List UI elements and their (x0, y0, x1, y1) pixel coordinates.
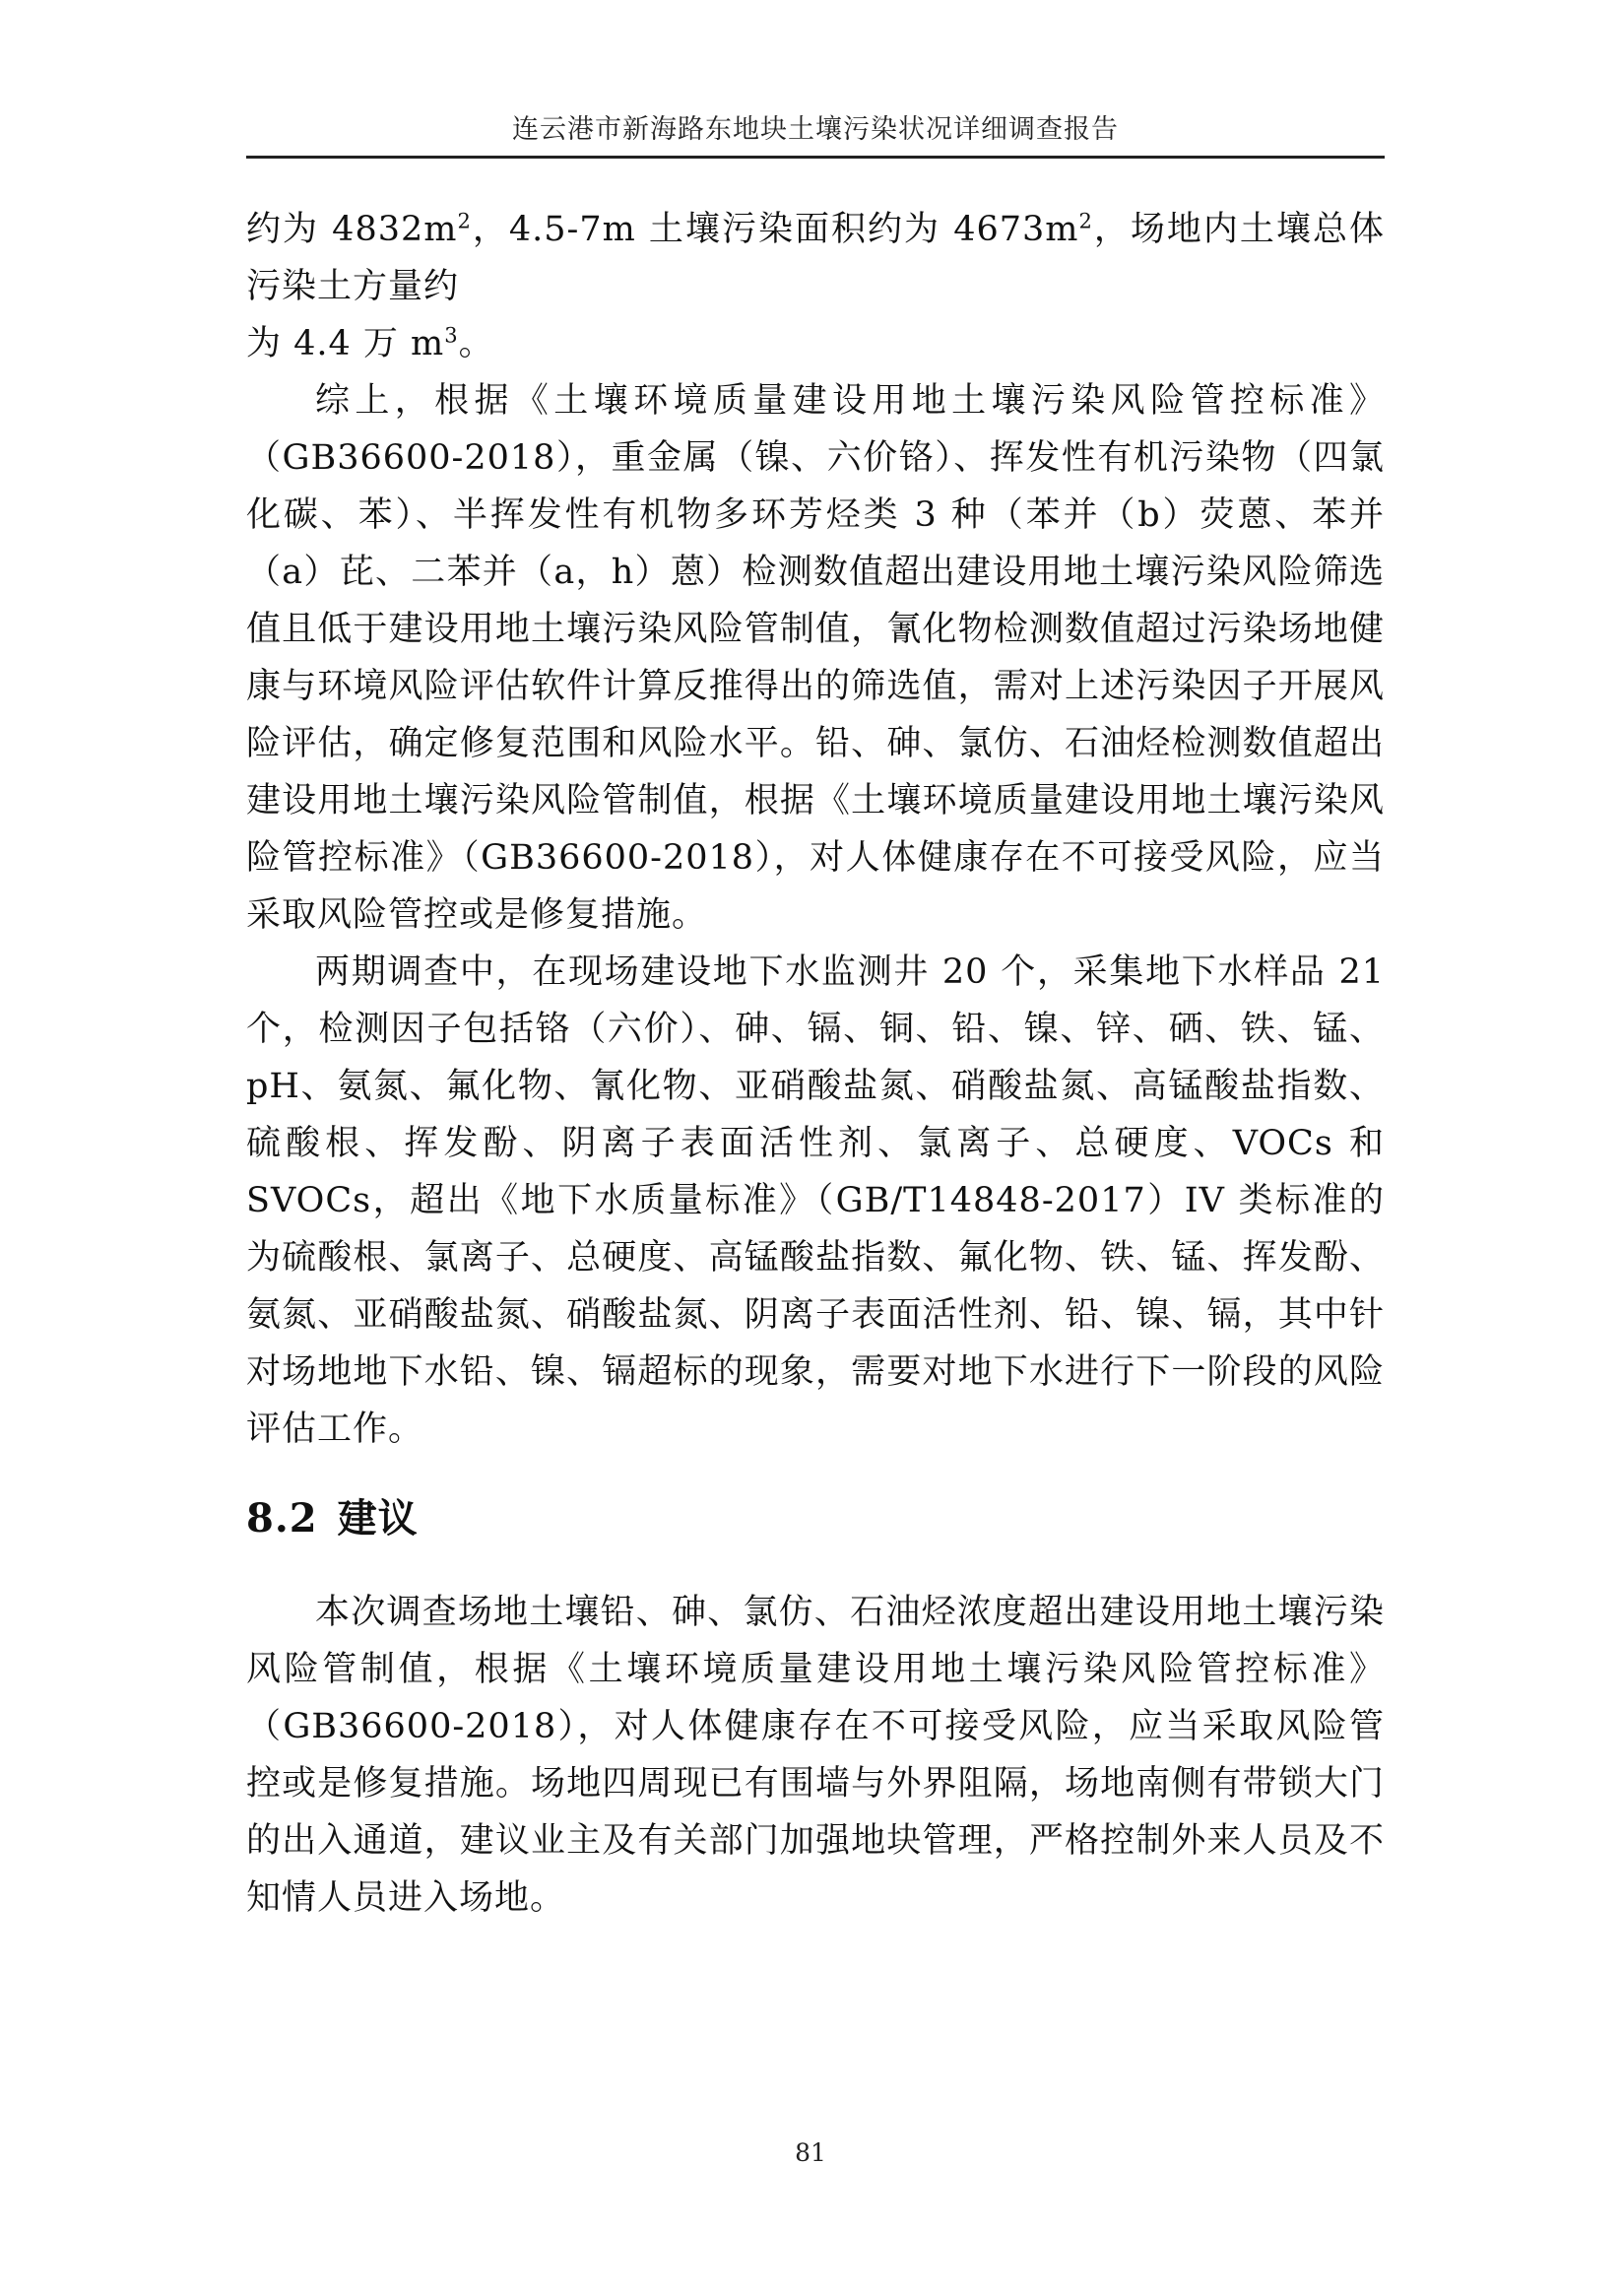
continuation-line-2 (246, 315, 1385, 372)
section-number: 8.2 (246, 1495, 318, 1542)
superscript-2: 2 (457, 209, 472, 233)
page-header (246, 110, 1385, 159)
volume-text-b: 。 (458, 324, 494, 363)
superscript-2: 2 (1078, 209, 1093, 233)
superscript-3: 3 (444, 323, 459, 348)
continuation-paragraph (246, 201, 1385, 372)
summary-paragraph: 综上，根据《土壤环境质量建设用地土壤污染风险管控标准》（GB36600-2018），重金属（镍、六价铬）、挥发性有机污染物（四氯化碳、苯）、半挥发性有机物多环芳烃类 3 种（苯并（b）荧蒽、苯并（a）芘、二苯并（a，h）蒽）检测数值超出建设用地土壤污染风险筛选值且低于建设用地土壤污染风险管制值，氰化物检测数值超过污染场地健康与环境风险评估软件计算反推得出的筛选值，需对上述污染因子开展风险评估，确定修复范围和风险水平。铅、砷、氯仿、石油烃检测数值超出建设用地土壤污染风险管制值，根据《土壤环境质量建设用地土壤污染风险管控标准》（GB36600-2018），对人体健康存在不可接受风险，应当采取风险管控或是修复措施。 (246, 381, 1385, 935)
page-number: 81 (795, 2138, 826, 2167)
continuation-line-1 (246, 201, 1385, 315)
recommendation-paragraph: 本次调查场地土壤铅、砷、氯仿、石油烃浓度超出建设用地土壤污染风险管制值，根据《土壤环境质量建设用地土壤污染风险管控标准》（GB36600-2018），对人体健康存在不可接受风险，应当采取风险管控或是修复措施。场地四周现已有围墙与外界阻隔，场地南侧有带锁大门的出入通道，建议业主及有关部门加强地块管理，严格控制外来人员及不知情人员进入场地。 (246, 1593, 1385, 1918)
section-heading (246, 1491, 1385, 1546)
area-text-c: ，场地内土壤总体污染土方量约 (246, 210, 1385, 306)
area-text-b: ，4.5-7m 土壤污染面积约为 4673m (471, 210, 1079, 249)
volume-text-a: 为 4.4 万 m (246, 324, 445, 363)
section-title: 建议 (337, 1495, 419, 1542)
report-title: 连云港市新海路东地块土壤污染状况详细调查报告 (512, 114, 1119, 145)
groundwater-paragraph: 两期调查中，在现场建设地下水监测井 20 个，采集地下水样品 21 个，检测因子包括铬（六价）、砷、镉、铜、铅、镍、锌、硒、铁、锰、pH、氨氮、氟化物、氰化物、亚硝酸盐氮、硝酸盐氮、高锰酸盐指数、硫酸根、挥发酚、阴离子表面活性剂、氯离子、总硬度、VOCs 和 SVOCs，超出《地下水质量标准》（GB/T14848-2017）IV 类标准的为硫酸根、氯离子、总硬度、高锰酸盐指数、氟化物、铁、锰、挥发酚、氨氮、亚硝酸盐氮、硝酸盐氮、阴离子表面活性剂、铅、镍、镉，其中针对场地地下水铅、镍、镉超标的现象，需要对地下水进行下一阶段的风险评估工作。 (246, 952, 1385, 1449)
page-body (246, 201, 1385, 1927)
area-text-a: 约为 4832m (246, 210, 458, 249)
